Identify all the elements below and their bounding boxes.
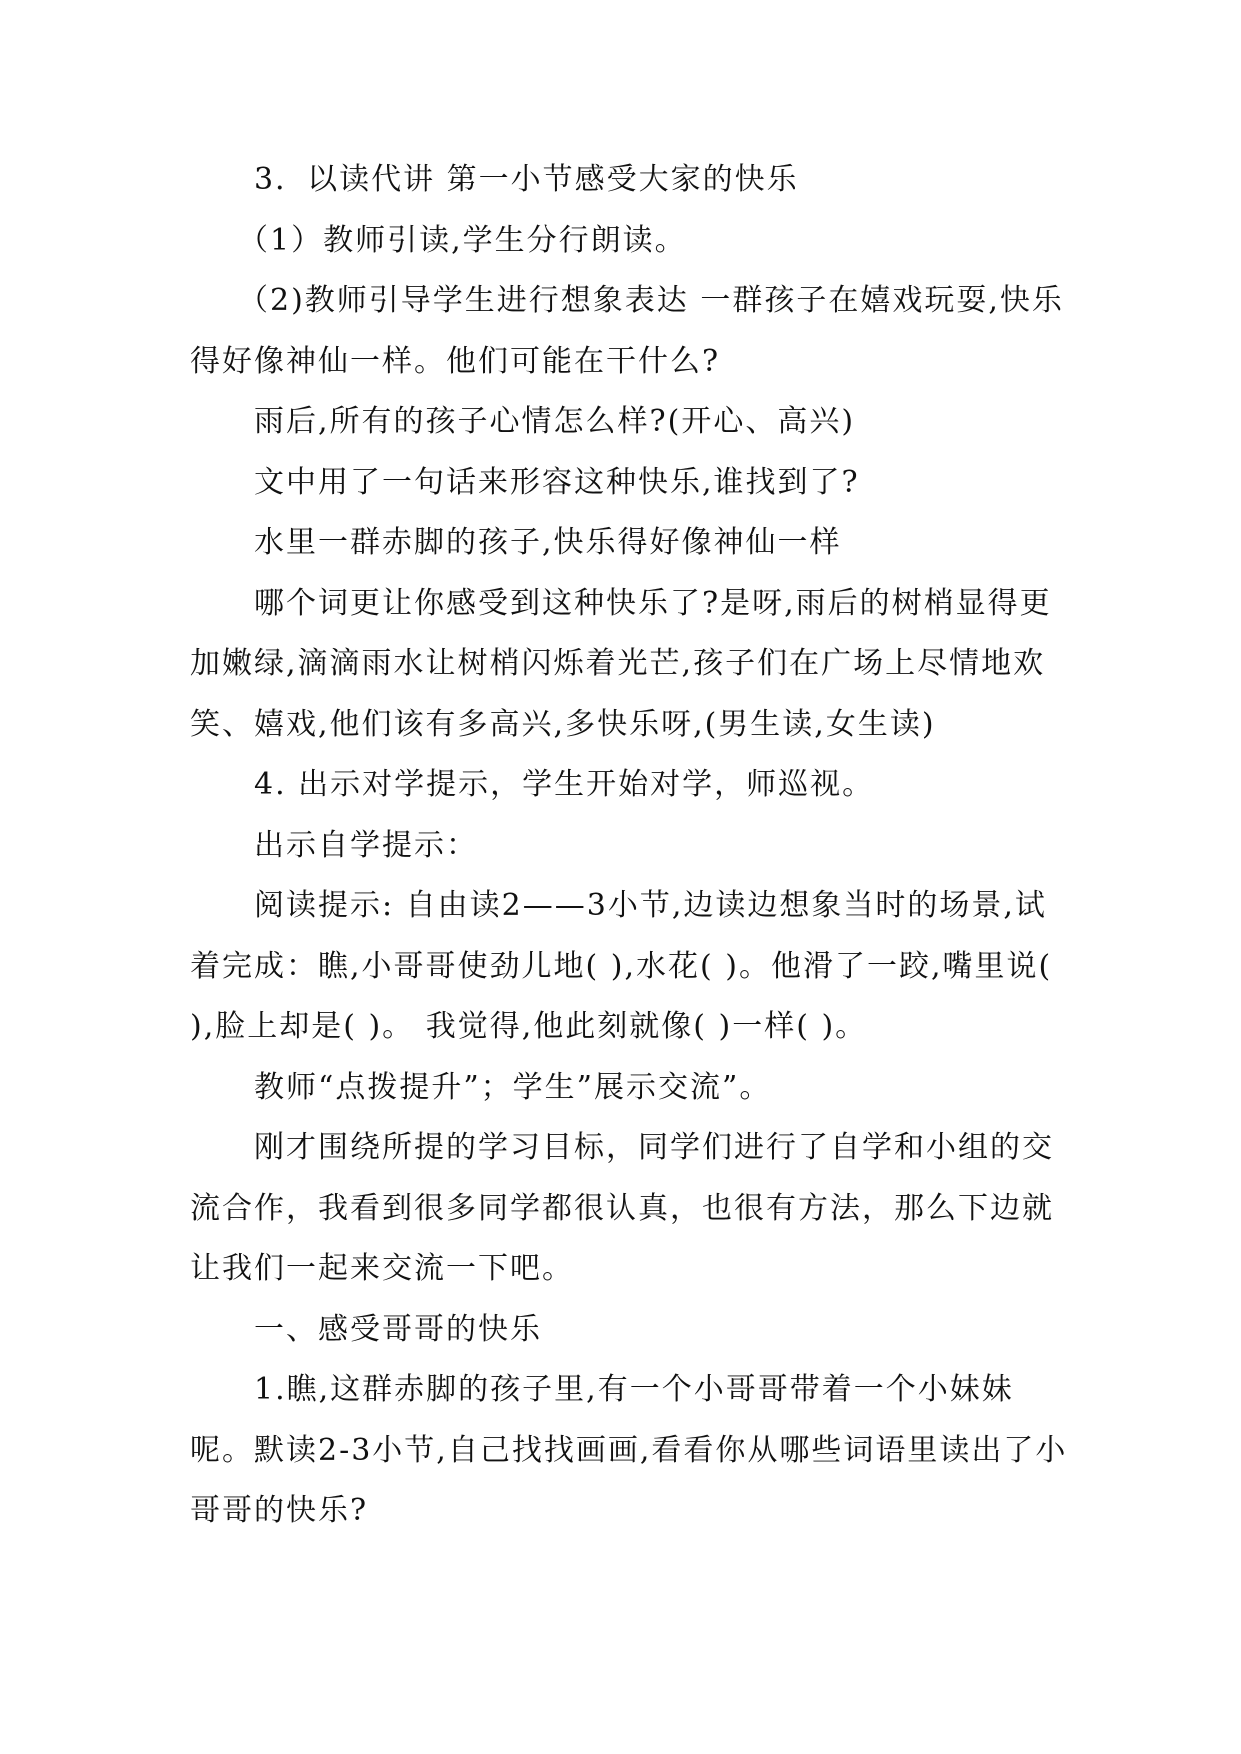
paragraph-word-feeling: 哪个词更让你感受到这种快乐了?是呀,雨后的树梢显得更加嫩绿,滴滴雨水让树梢闪烁着光芒,孩子们在广场上尽情地欢笑、嬉戏,他们该有多高兴,多快乐呀,(男生读,女生读) <box>190 585 1052 742</box>
paragraph-part-1-question: 1.瞧,这群赤脚的孩子里,有一个小哥哥带着一个小妹妹呢。默读2-3小节,自己找找画画,看看你从哪些词语里读出了小哥哥的快乐? <box>190 1372 1068 1528</box>
paragraph-question-sentence: 文中用了一句话来形容这种快乐,谁找到了? <box>254 464 860 500</box>
paragraph-quote: 水里一群赤脚的孩子,快乐得好像神仙一样 <box>254 525 842 560</box>
paragraph-section-3-heading: 3．以读代讲 第一小节感受大家的快乐 <box>254 162 799 197</box>
paragraph-part-1-heading: 一、感受哥哥的快乐 <box>254 1311 542 1347</box>
document-page <box>190 150 1070 1542</box>
paragraph-step-1: （1）教师引读,学生分行朗读。 <box>238 222 687 258</box>
paragraph-self-study-prompt: 出示自学提示： <box>254 827 478 863</box>
paragraph-reading-prompt: 阅读提示: 自由读2——3小节,边读边想象当时的场景,试着完成：瞧,小哥哥使劲儿地( ),水花( )。他滑了一跤,嘴里说( ),脸上却是( )。 我觉得,他此刻就像( )一样( )。 <box>190 888 1053 1044</box>
paragraph-question-mood: 雨后,所有的孩子心情怎么样?(开心、高兴) <box>254 404 856 439</box>
paragraph-exchange: 刚才围绕所提的学习目标，同学们进行了自学和小组的交流合作，我看到很多同学都很认真，也很有方法，那么下边就让我们一起来交流一下吧。 <box>190 1130 1054 1286</box>
paragraph-section-4-heading: 4. 出示对学提示，学生开始对学，师巡视。 <box>254 767 875 802</box>
paragraph-step-2: （2)教师引导学生进行想象表达 一群孩子在嬉戏玩耍,快乐得好像神仙一样。他们可能在干什么? <box>190 283 1064 379</box>
paragraph-teacher-student: 教师“点拨提升”；学生”展示交流”。 <box>254 1069 772 1105</box>
